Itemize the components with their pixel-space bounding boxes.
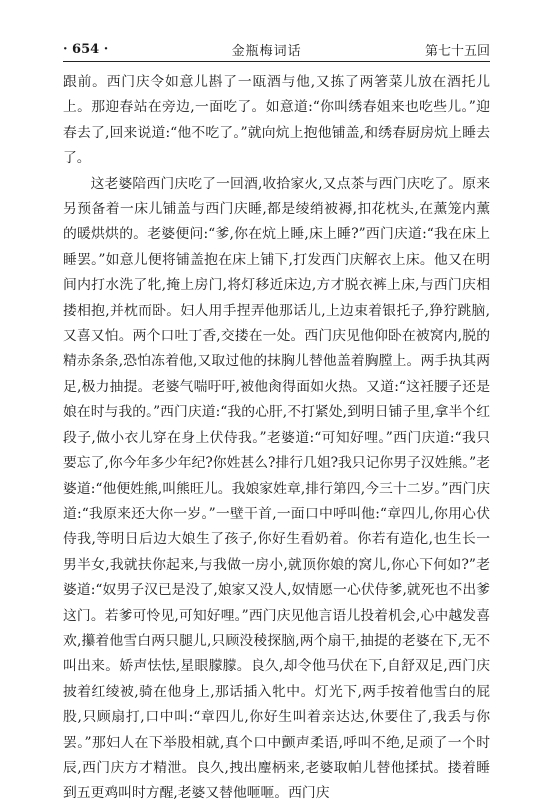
header-rule [63,61,490,62]
paragraph: 这老婆陪西门庆吃了一回酒,收拾家火,又点茶与西门庆吃了。原来另预备着一床儿铺盖与西门庆睡,都是绫绡被褥,扣花枕头,在薰笼内薰的暖烘烘的。老婆便问:“爹,你在炕上睡,床上睡?”西门庆道:“我在床上睡罢。”如意儿便将铺盖抱在床上铺下,打发西门庆解衣上床。他又在明间内打水洗了牝,掩上房门,将灯移近床边,方才脱衣裤上床,与西门庆相搂相抱,并枕而卧。妇人用手捏弄他那话儿,上边束着银托子,狰狞跳脑,又喜又怕。两个口吐丁香,交搂在一处。西门庆见他仰卧在被窝内,脱的精赤条条,恐怕冻着他,又取过他的抹胸儿替他盖着胸膛上。两手执其两足,极力抽提。老婆气喘吁吁,被他肏得面如火热。又道:“这衽腰子还是娘在时与我的。”西门庆道:“我的心肝,不打紧处,到明日铺子里,拿半个红段子,做小衣儿穿在身上伏侍我。”老婆道:“可知好哩。”西门庆道:“我只要忘了,你今年多少年纪?你姓甚么?排行几姐?我只记你男子汉姓熊。”老婆道:“他便姓熊,叫熊旺儿。我娘家姓章,排行第四,今三十二岁。”西门庆道:“我原来还大你一岁。”一壁干首,一面口中呼叫他:“章四儿,你用心伏侍我,等明日后边大娘生了孩子,你好生看奶着。你若有造化,也生长一男半女,我就扶你起来,与我做一房小,就顶你娘的窝儿,你心下何如?”老婆道:“奴男子汉已是没了,娘家又没人,奴情愿一心伏侍爹,就死也不出爹这门。若爹可怜见,可知好哩。”西门庆见他言语儿投着机会,心中越发喜欢,攥着他雪白两只腿儿,只顾没稜探脑,两个扇干,抽提的老婆在下,无不叫出来。娇声怯怯,星眼朦朦。良久,却令他马伏在下,自舒双足,西门庆披着红绫被,骑在他身上,那话插入牝中。灯光下,两手按着他雪白的屁股,只顾扇打,口中叫:“章四儿,你好生叫着亲达达,休要住了,我丢与你罢。”那妇人在下举股相就,真个口中颤声柔语,呼叫不绝,足顽了一个时辰,西门庆方才精泄。良久,拽出麈柄来,老婆取帕儿替他揉拭。搂着睡到五更鸡叫时方醒,老婆又替他咂咂。西门庆 [63,175,490,802]
page-number: · 654 · [63,41,109,57]
running-header [63,38,490,60]
paragraph-continued: 跟前。西门庆令如意儿斟了一瓯酒与他,又拣了两箸菜儿放在酒托儿上。那迎春站在旁边,一面吃了。如意道:“你叫绣春姐来也吃些儿。”迎春去了,回来说道:“他不吃了。”就向炕上抱他铺盖,和绣春厨房炕上睡去了。 [63,74,490,167]
body-text [63,70,490,807]
chapter-title: 第七十五回 [424,43,490,59]
book-title: 金瓶梅词话 [231,43,302,59]
